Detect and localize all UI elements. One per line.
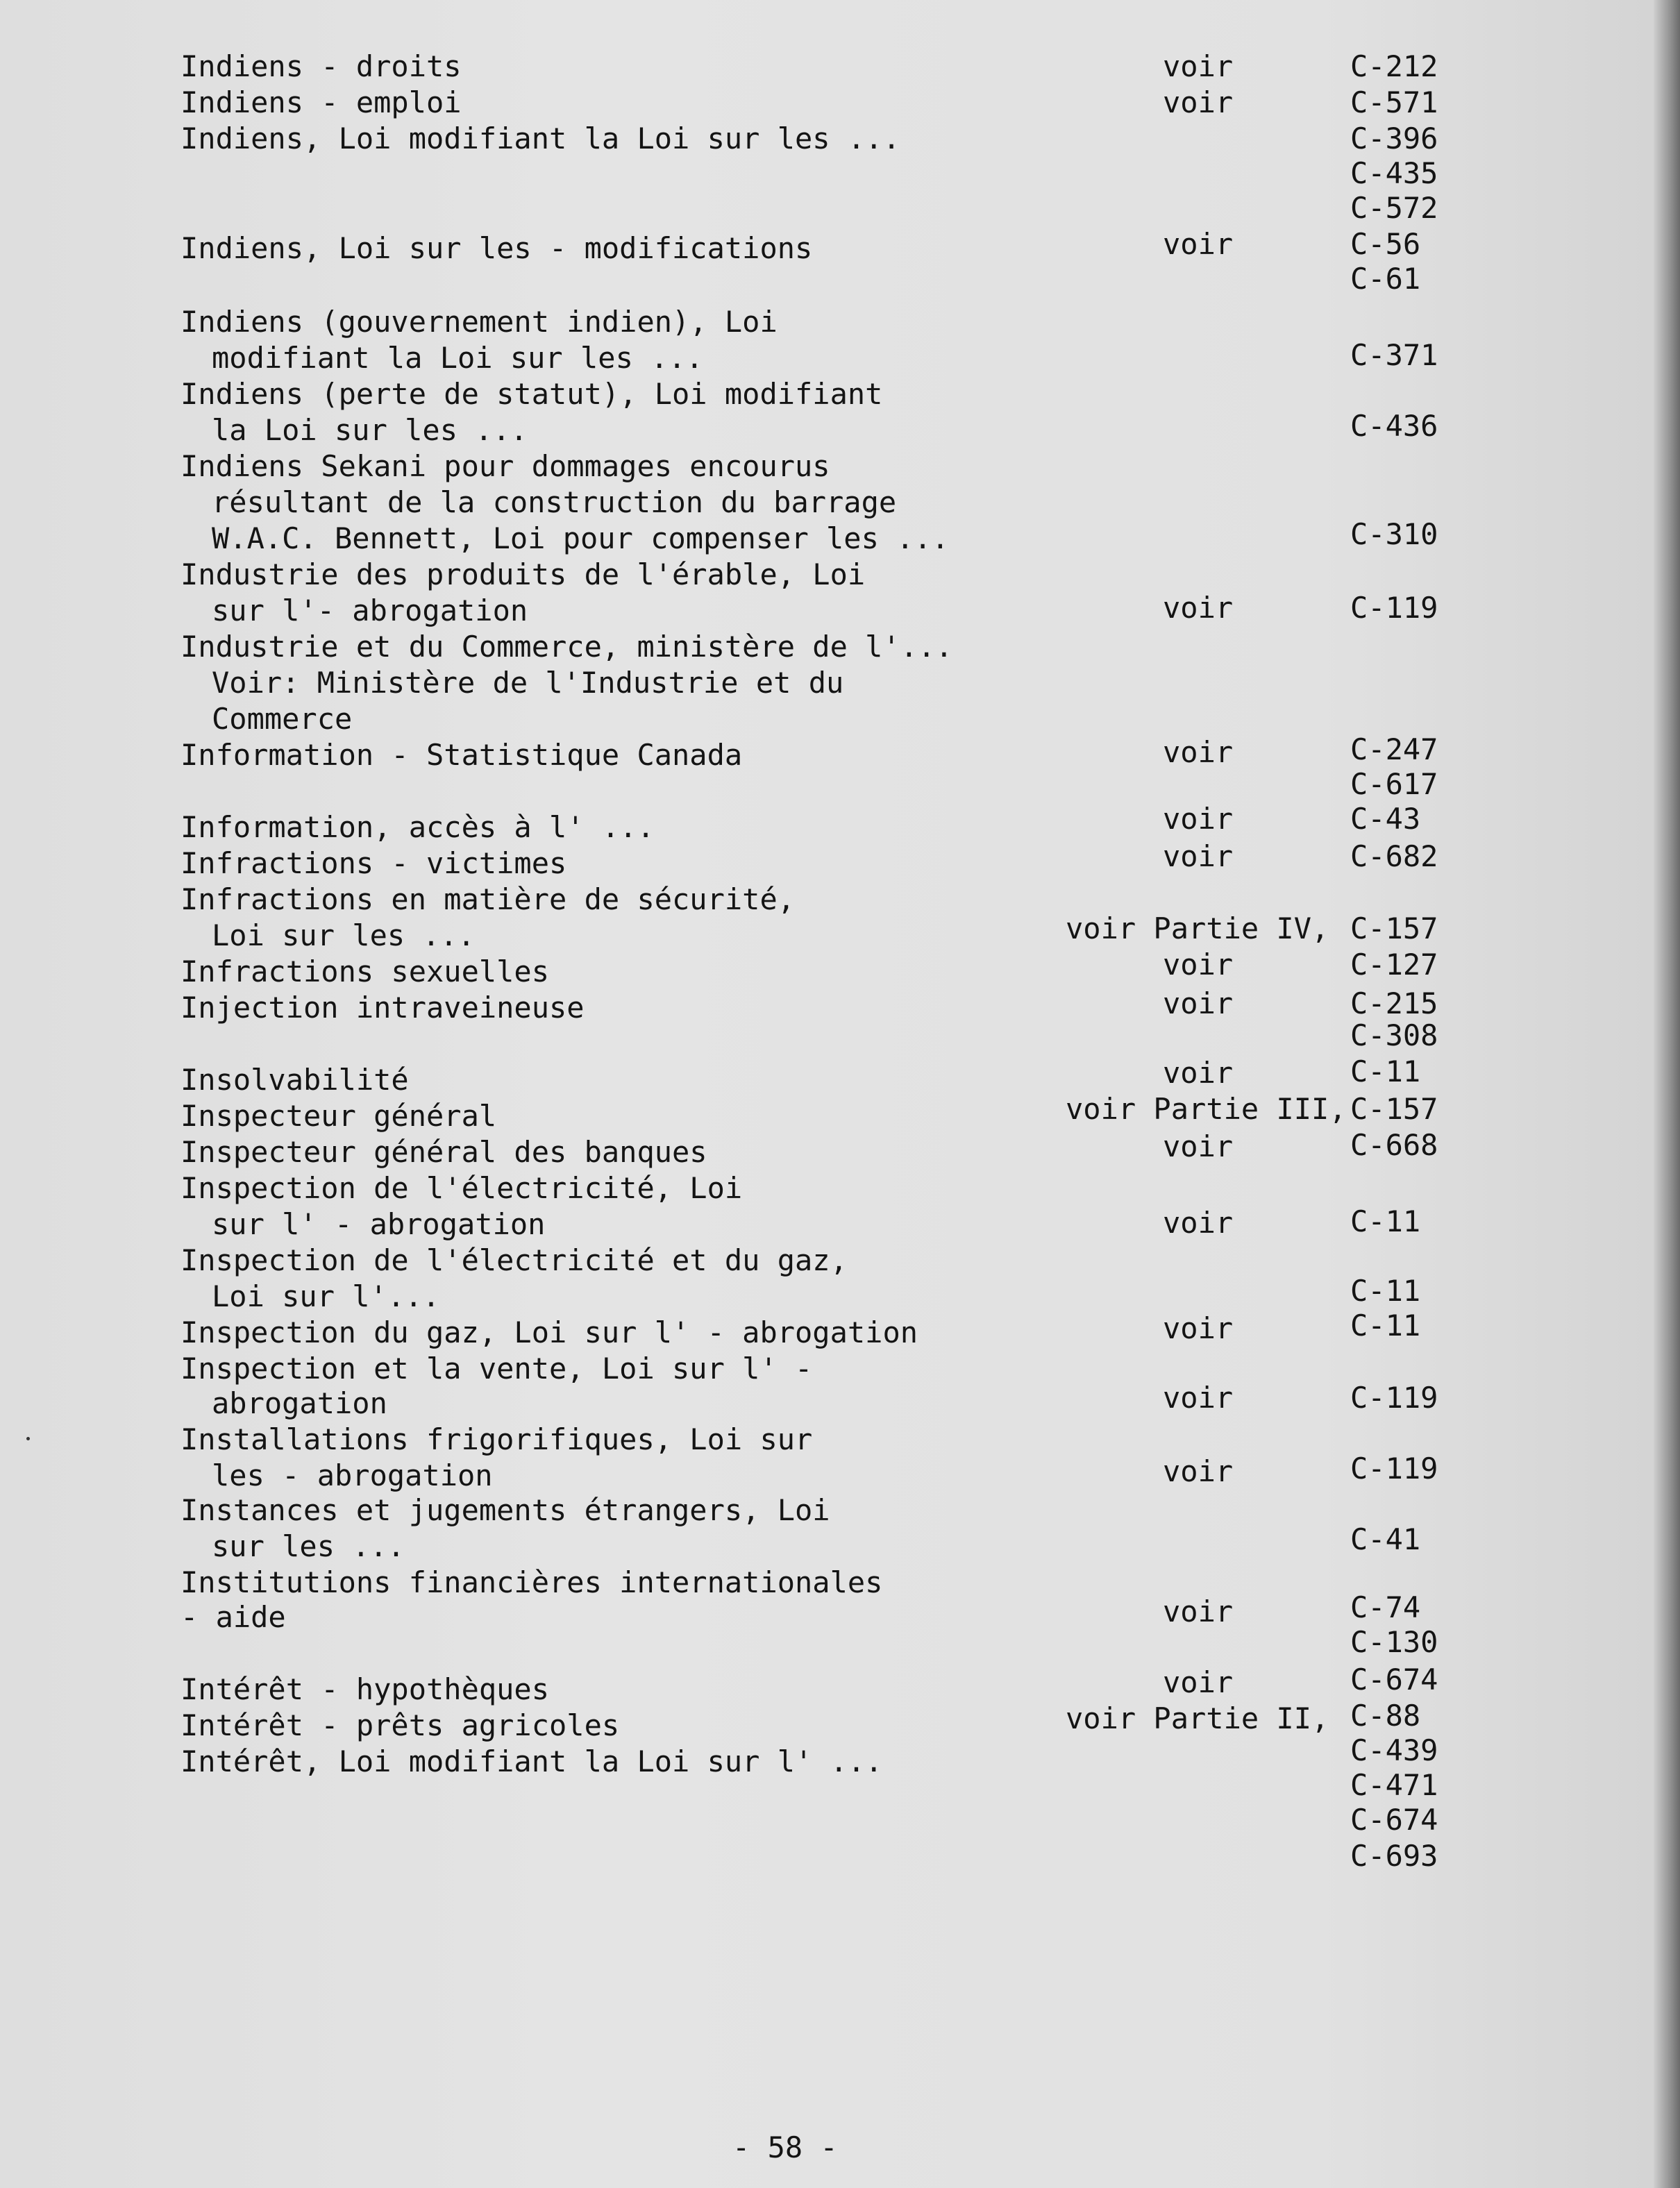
entry-code: C-471 <box>1350 1768 1438 1802</box>
entry-see: voir Partie II, <box>1066 1701 1329 1735</box>
entry-code: C-439 <box>1350 1733 1438 1767</box>
entry-code: C-88 <box>1350 1699 1421 1733</box>
entry-code: C-11 <box>1350 1054 1421 1088</box>
entry-title: Information - Statistique Canada <box>180 738 743 772</box>
entry-see: voir <box>1163 948 1234 982</box>
entry-title: Infractions sexuelles <box>180 954 550 988</box>
entry-title: Intérêt, Loi modifiant la Loi sur l' ... <box>180 1744 883 1778</box>
entry-code: C-571 <box>1350 85 1438 119</box>
entry-title: Injection intraveineuse <box>180 991 585 1025</box>
entry-see: voir <box>1163 1381 1234 1415</box>
entry-title-cont: les - abrogation <box>212 1458 493 1492</box>
entry-title: Intérêt - hypothèques <box>180 1672 550 1706</box>
entry-see: voir <box>1163 227 1234 261</box>
entry-title-cont: résultant de la construction du barrage <box>212 485 897 519</box>
entry-title-cont: sur l' - abrogation <box>212 1207 546 1241</box>
entry-title: Indiens, Loi sur les - modifications <box>180 231 813 265</box>
entry-title: Industrie et du Commerce, ministère de l'... <box>180 630 953 664</box>
entry-title-cont: sur l'- abrogation <box>212 594 528 628</box>
entry-title-cont: abrogation <box>212 1386 387 1420</box>
entry-title-cont: la Loi sur les ... <box>212 413 528 447</box>
entry-see: voir <box>1163 1129 1234 1163</box>
entry-code: C-212 <box>1350 49 1438 83</box>
entry-code: C-119 <box>1350 1381 1438 1415</box>
entry-title: Insolvabilité <box>180 1063 409 1097</box>
entry-title: Infractions - victimes <box>180 846 567 880</box>
entry-title-cont: Loi sur l'... <box>212 1279 440 1313</box>
entry-title: Inspecteur général des banques <box>180 1135 707 1169</box>
entry-see: voir <box>1163 1594 1234 1629</box>
entry-code: C-130 <box>1350 1625 1438 1659</box>
entry-title: Indiens Sekani pour dommages encourus <box>180 449 830 483</box>
entry-see: voir <box>1163 1206 1234 1240</box>
entry-see: voir <box>1163 1311 1234 1345</box>
entry-title: Indiens (gouvernement indien), Loi <box>180 305 778 339</box>
entry-title: Indiens - emploi <box>180 85 462 119</box>
entry-title-cont: modifiant la Loi sur les ... <box>212 341 704 375</box>
page-number: - 58 - <box>732 2130 838 2164</box>
entry-title: Industrie des produits de l'érable, Loi <box>180 557 866 591</box>
entry-code: C-43 <box>1350 802 1421 836</box>
entry-code: C-157 <box>1350 1092 1438 1126</box>
entry-code: C-215 <box>1350 986 1438 1020</box>
entry-see: voir <box>1163 839 1234 873</box>
entry-code: C-436 <box>1350 409 1438 443</box>
entry-title-cont: - aide <box>180 1600 286 1634</box>
entry-code: C-157 <box>1350 911 1438 945</box>
entry-title-cont: sur les ... <box>212 1529 405 1563</box>
entry-title: Infractions en matière de sécurité, <box>180 882 796 916</box>
entry-see: voir <box>1163 986 1234 1020</box>
entry-code: C-11 <box>1350 1204 1421 1238</box>
entry-code: C-56 <box>1350 227 1421 261</box>
entry-see: voir <box>1163 49 1234 83</box>
entry-code: C-371 <box>1350 338 1438 372</box>
entry-title: Indiens (perte de statut), Loi modifiant <box>180 377 883 411</box>
entry-code: C-396 <box>1350 121 1438 155</box>
entry-code: C-11 <box>1350 1274 1421 1308</box>
entry-title: Indiens - droits <box>180 49 462 83</box>
entry-see: voir <box>1163 85 1234 119</box>
entry-see: voir <box>1163 1056 1234 1090</box>
entry-title: Inspection de l'électricité et du gaz, <box>180 1243 848 1277</box>
entry-title: Instances et jugements étrangers, Loi <box>180 1493 830 1527</box>
entry-code: C-682 <box>1350 839 1438 873</box>
entry-title-cont: Voir: Ministère de l'Industrie et du <box>212 666 844 700</box>
entry-code: C-310 <box>1350 517 1438 551</box>
entry-title: Information, accès à l' ... <box>180 810 655 844</box>
entry-see: voir Partie III, <box>1066 1092 1347 1126</box>
entry-code: C-668 <box>1350 1128 1438 1162</box>
entry-code: C-693 <box>1350 1839 1438 1873</box>
entry-see: voir <box>1163 735 1234 769</box>
entry-title-cont: Loi sur les ... <box>212 918 476 952</box>
entry-title: Inspecteur général <box>180 1099 497 1133</box>
entry-see: voir Partie IV, <box>1066 911 1329 945</box>
entry-code: C-435 <box>1350 156 1438 190</box>
entry-see: voir <box>1163 591 1234 625</box>
entry-title: Inspection et la vente, Loi sur l' - <box>180 1352 813 1386</box>
entry-title: Indiens, Loi modifiant la Loi sur les ... <box>180 121 900 155</box>
entry-title: Inspection de l'électricité, Loi <box>180 1171 743 1205</box>
entry-code: C-127 <box>1350 948 1438 982</box>
entry-title: Installations frigorifiques, Loi sur <box>180 1422 813 1456</box>
entry-code: C-11 <box>1350 1308 1421 1343</box>
entry-see: voir <box>1163 1665 1234 1699</box>
entry-code: C-247 <box>1350 732 1438 766</box>
entry-code: C-674 <box>1350 1803 1438 1837</box>
entry-see: voir <box>1163 1454 1234 1488</box>
entry-code: C-674 <box>1350 1663 1438 1697</box>
entry-title: Intérêt - prêts agricoles <box>180 1708 620 1742</box>
entry-code: C-41 <box>1350 1522 1421 1556</box>
entry-code: C-119 <box>1350 591 1438 625</box>
entry-code: C-119 <box>1350 1451 1438 1486</box>
scan-speck <box>26 1437 30 1440</box>
entry-code: C-617 <box>1350 767 1438 801</box>
entry-code: C-308 <box>1350 1018 1438 1052</box>
entry-code: C-572 <box>1350 191 1438 225</box>
entry-title: Institutions financières internationales <box>180 1565 883 1599</box>
entry-see: voir <box>1163 802 1234 836</box>
entry-code: C-61 <box>1350 262 1421 296</box>
entry-title: Inspection du gaz, Loi sur l' - abrogation <box>180 1315 918 1349</box>
entry-title-cont: Commerce <box>212 702 353 736</box>
page-edge-shadow <box>1654 0 1680 2188</box>
entry-title-cont: W.A.C. Bennett, Loi pour compenser les ... <box>212 521 950 555</box>
entry-code: C-74 <box>1350 1590 1421 1624</box>
